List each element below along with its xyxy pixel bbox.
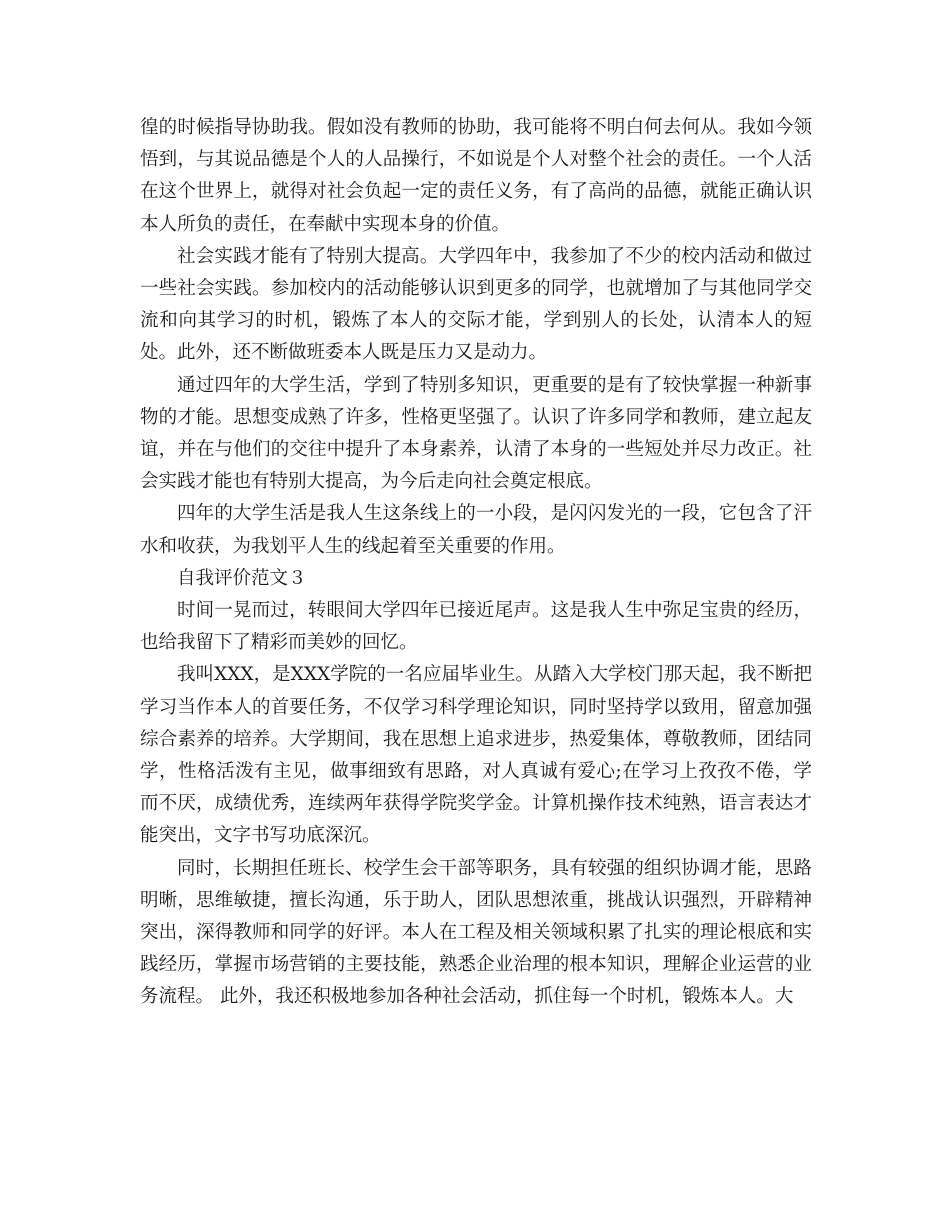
section-heading-sample-3: 自我评价范文３ [177,567,307,589]
paragraph-self-introduction: 我叫XXX，是XXX学院的一名应届毕业生。从踏入大学校门那天起，我不断把学习当作本人的首要任务，不仅学习科学理论知识，同时坚持学以致用，留意加强综合素养的培养。大学期间，我在思想上追求进步，热爱集体，尊敬教师，团结同学，性格活泼有主见，做事细致有思路，对人真诚有爱心;在学习上孜孜不倦，学而不厌，成绩优秀，连续两年获得学院奖学金。计算机操作技术纯熟，语言表达才能突出，文字书写功底深沉。 [140,664,812,847]
paragraph-continuation: 徨的时候指导协助我。假如没有教师的协助，我可能将不明白何去何从。我如今领悟到，与其说品德是个人的人品操行，不如说是个人对整个社会的责任。一个人活在这个世界上，就得对社会负起一定的责任义务，有了高尚的品德，就能正确认识本人所负的责任，在奉献中实现本身的价值。 [140,117,812,235]
paragraph-leadership: 同时，长期担任班长、校学生会干部等职务，具有较强的组织协调才能，思路明晰，思维敏捷，擅长沟通，乐于助人，团队思想浓重，挑战认识强烈，开辟精神突出，深得教师和同学的好评。本人在工程及相关领域积累了扎实的理论根底和实践经历，掌握市场营销的主要技能，熟悉企业治理的根本知识，理解企业运营的业务流程。 此外，我还积极地参加各种社会活动，抓住每一个时机，锻炼本人。大 [140,857,812,1008]
document-body [140,112,812,1014]
paragraph-life-segment: 四年的大学生活是我人生这条线上的一小段，是闪闪发光的一段，它包含了汗水和收获，为我划平人生的线起着至关重要的作用。 [140,503,812,557]
paragraph-social-practice: 社会实践才能有了特别大提高。大学四年中，我参加了不少的校内活动和做过一些社会实践。参加校内的活动能够认识到更多的同学，也就增加了与其他同学交流和向其学习的时机，锻炼了本人的交际才能，学到别人的长处，认清本人的短处。此外，还不断做班委本人既是压力又是动力。 [140,245,812,364]
paragraph-time-flies: 时间一晃而过，转眼间大学四年已接近尾声。这是我人生中弥足宝贵的经历，也给我留下了精彩而美妙的回忆。 [140,600,812,654]
paragraph-four-years-learning: 通过四年的大学生活，学到了特别多知识，更重要的是有了较快掌握一种新事物的才能。思想变成熟了许多，性格更坚强了。认识了许多同学和教师，建立起友谊，并在与他们的交往中提升了本身素养，认清了本身的一些短处并尽力改正。社会实践才能也有特别大提高，为今后走向社会奠定根底。 [140,374,812,493]
